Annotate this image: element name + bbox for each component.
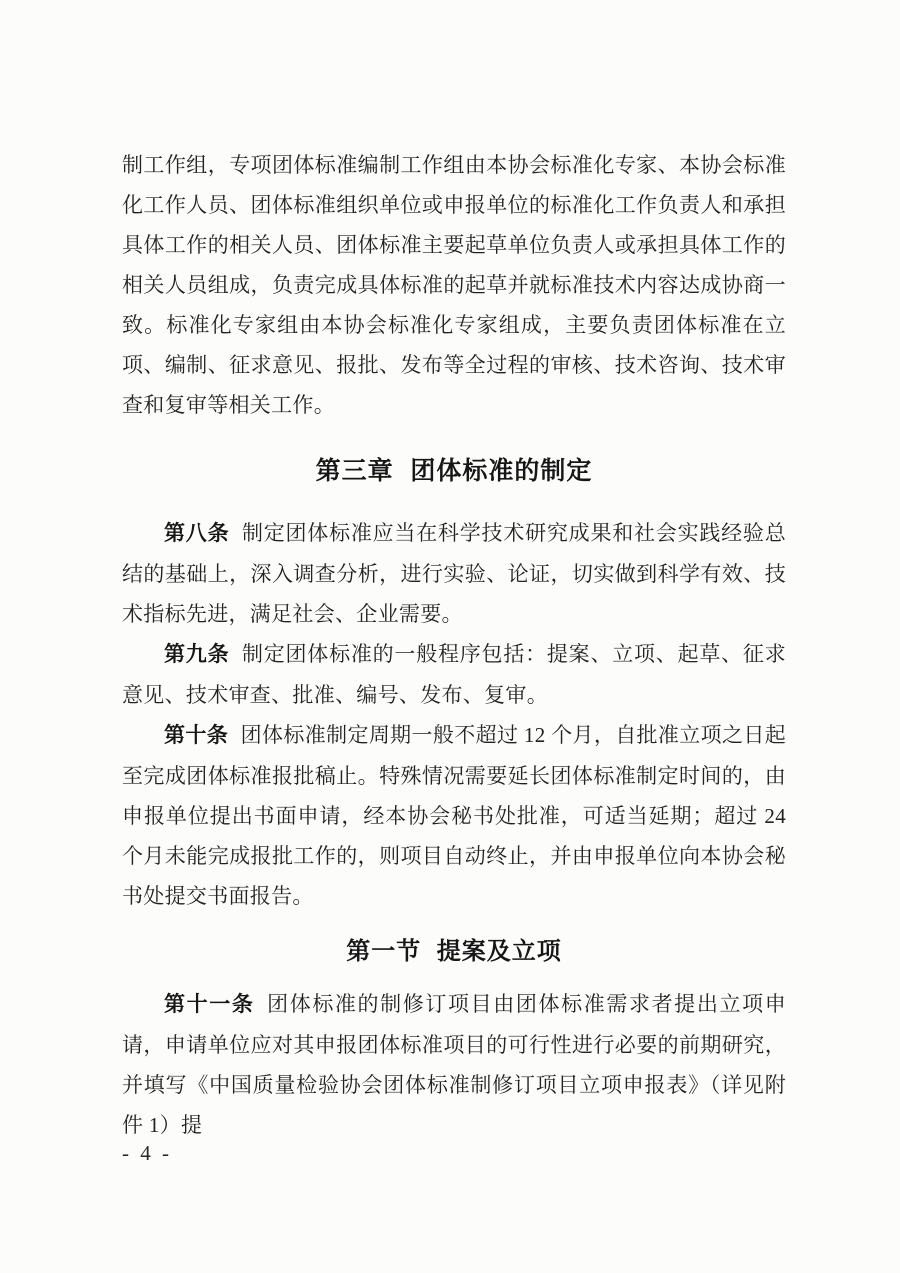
article-10-text: 团体标准制定周期一般不超过 12 个月，自批准立项之日起至完成团体标准报批稿止。特殊情况需要延长团体标准制定时间的，由申报单位提出书面申请，经本协会秘书处批准，可适当延期；超过 24 个月未能完成报批工作的，则项目自动终止，并由申报单位向本协会秘书处提交书面报告。 (122, 723, 786, 908)
section-heading: 第一节 提案及立项 (346, 939, 562, 965)
article-10-number: 第十条 (164, 724, 229, 747)
article-11-paragraph (122, 984, 786, 1145)
article-8-text: 制定团体标准应当在科学技术研究成果和社会实践经验总结的基础上，深入调查分析，进行实验、论证，切实做到科学有效、技术指标先进，满足社会、企业需要。 (122, 521, 787, 626)
article-11-number: 第十一条 (164, 993, 255, 1016)
article-8-number: 第八条 (164, 522, 230, 545)
article-9-number: 第九条 (164, 643, 230, 666)
paragraph-continuation: 制工作组，专项团体标准编制工作组由本协会标准化专家、本协会标准化工作人员、团体标准组织单位或申报单位的标准化工作负责人和承担具体工作的相关人员、团体标准主要起草单位负责人或承担具体工作的相关人员组成，负责完成具体标准的起草并就标准技术内容达成协商一致。标准化专家组由本协会标准化专家组成，主要负责团体标准在立项、编制、征求意见、报批、发布等全过程的审核、技术咨询、技术审查和复审等相关工作。 (122, 153, 786, 417)
article-11-text: 团体标准的制修订项目由团体标准需求者提出立项申请，申请单位应对其申报团体标准项目的可行性进行必要的前期研究，并填写《中国质量检验协会团体标准制修订项目立项申报表》（详见附件 1）提 (122, 992, 786, 1137)
chapter-heading: 第三章 团体标准的制定 (315, 457, 593, 485)
article-9-paragraph (122, 634, 786, 715)
document-content (122, 145, 786, 1145)
article-10-paragraph (122, 715, 786, 916)
article-8-paragraph (122, 513, 786, 634)
article-9-text: 制定团体标准的一般程序包括：提案、立项、起草、征求意见、技术审查、批准、编号、发布、复审。 (122, 642, 787, 707)
page-number: - 4 - (122, 1141, 172, 1165)
